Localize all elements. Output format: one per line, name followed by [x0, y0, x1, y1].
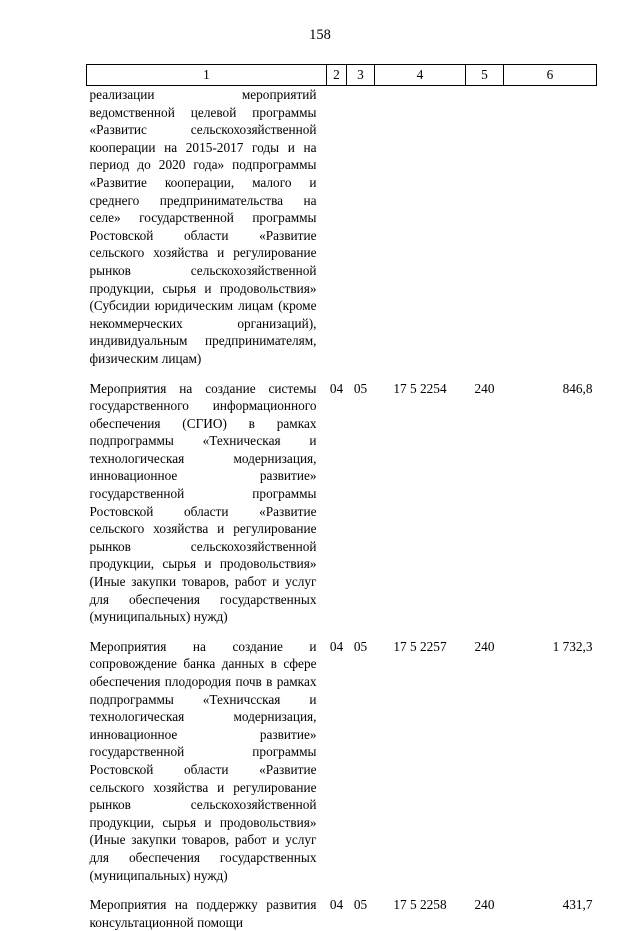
table-row — [87, 896, 597, 931]
table-header-row — [87, 65, 597, 86]
row-amount: 846,8 — [562, 380, 593, 396]
row-amount — [504, 86, 597, 380]
row-target-article — [375, 86, 466, 380]
row-section: 04 — [329, 638, 344, 654]
row-expense-type: 240 — [474, 638, 495, 654]
row-subsection: 05 — [353, 638, 368, 654]
row-expense-type — [466, 86, 504, 380]
row-description: реализации мероприятий ведомственной целевой программы «Развитис сельскохозяйственной кооперации на 2015-2017 годы и на период до 2020 года» подпрограммы «Развитие кооперации, малого и среднего предпринимательства на селе» государственной программы Ростовской области «Развитие сельского хозяйства и регулирование рынков сельскохозяйственной продукции, сырья и продовольствия» (Субсидии юридическим лицам (кроме некоммерческих организаций), индивидуальным предпринимателям, физическим лицам) — [89, 87, 317, 366]
row-subsection: 05 — [353, 897, 368, 913]
row-subsection: 05 — [353, 380, 368, 396]
table-row — [87, 380, 597, 638]
row-target-article: 17 5 2254 — [393, 380, 447, 396]
page-number: 158 — [309, 27, 331, 43]
row-subsection — [347, 86, 375, 380]
row-target-article: 17 5 2257 — [393, 638, 447, 654]
row-section: 04 — [329, 380, 344, 396]
row-expense-type: 240 — [474, 380, 495, 396]
column-header: 5 — [466, 65, 504, 86]
column-header: 2 — [327, 65, 347, 86]
row-description: Мероприятия на поддержку развития консультационной помощи — [89, 897, 317, 930]
row-section — [327, 86, 347, 380]
table-row — [87, 638, 597, 896]
row-section: 04 — [329, 897, 344, 913]
table-row — [87, 86, 597, 380]
budget-table — [86, 64, 597, 931]
column-header: 1 — [87, 65, 327, 86]
row-target-article: 17 5 2258 — [393, 897, 447, 913]
row-amount: 431,7 — [562, 897, 593, 913]
column-header: 4 — [375, 65, 466, 86]
row-amount: 1 732,3 — [552, 638, 593, 654]
row-expense-type: 240 — [474, 897, 495, 913]
column-header: 6 — [504, 65, 597, 86]
column-header: 3 — [347, 65, 375, 86]
row-description: Мероприятия на создание и сопровождение банка данных в сфере обеспечения плодородия почв в рамках подпрограммы «Техничсская и технологическая модернизация, инновационное развитие» государственной программы Ростовской области «Развитие сельского хозяйства и регулирование рынков сельскохозяйственной продукции, сырья и продовольствия» (Иные закупки товаров, работ и услуг для обеспечения государственных (муниципальных) нужд) — [89, 638, 317, 883]
row-description: Мероприятия на создание системы государственного информационного обеспечения (СГИО) в рамках подпрограммы «Техническая и технологическая модернизация, инновационное развитие» государственной программы Ростовской области «Развитие сельского хозяйства и регулирование рынков сельскохозяйственной продукции, сырья и продовольствия» (Иные закупки товаров, работ и услуг для обеспечения государственных (муниципальных) нужд) — [89, 380, 317, 625]
